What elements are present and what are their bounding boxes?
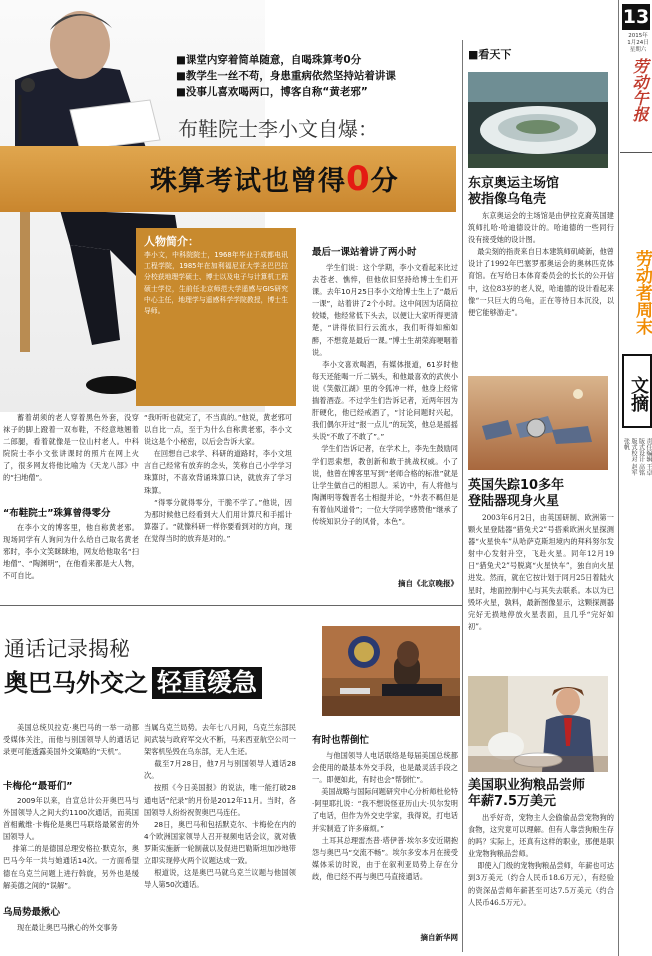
story2-col1-text2: 2009年以来，自宣总计公开奥巴马与外国领导人之间大约1100次通话，而英国首相戴维·卡梅伦是奥巴马联络最紧密的外国领导人。 排第二的是德国总理安格拉·默克尔，奥巴马今年一共与她通话14次。一方面希望德在乌克兰问题上进行斡旋，另外也是缓解美德之间的“误解”。 (3, 796, 139, 890)
mars-lander-photo (468, 376, 608, 470)
sidebar-item2-text: 2003年6月2日，由英国研制、欧洲第一颗火星登陆器“猎兔犬2”号搭乘欧洲火星探测器“火星快车”从哈萨克斯坦境内的拜科努尔发射中心发射升空，飞赴火星。同年12月19日“猎兔犬2”号脱离“火星快车”，独自向火星进发。然而，就在它按计划于同月25日着陆火星时，地面控制中心与其失去联系。本以为已毁坏火星，孰料，最新图像显示，这颗探测器完好无损地停放火星表面，且几乎“完好如初”。 (468, 513, 614, 631)
page-number: 13 (622, 6, 650, 28)
sidebar-item1-caption: 东京奥运主场馆 被指像乌龟壳 (468, 176, 560, 207)
story1-col2-text: “我听听也就完了，不当真的。”他说，黄老邪可以自比一点，至于为什么自称黄老邪，李小文说这是个小秘密，以后会告诉大家。 在回想自己求学、科研的道路时，李小文坦言自己经常有放弃的念头，笑称自己小学学习珠算时，不喜欢背诵珠算口诀，就放弃了学习珠算。 “得零分就得零分，干脆不学了。”他说，因为那时候他已经看到大人们用计算尺和手摇计算器了。“就像科研一样你要看到对的方向，现在觉得当时的放弃是对的。” (144, 413, 292, 543)
headline-suffix: 分 (370, 166, 399, 197)
section-subtitle: 文摘 (622, 354, 652, 428)
bullet-line: ■课堂内穿着简单随意，自喝珠算考0分 (176, 54, 362, 66)
headline-part-a: 奥巴马外交之 (4, 669, 148, 697)
profile-title: 人物简介： (144, 235, 199, 248)
credits: 责任编辑 王卓 版式设计 高铭 版式校对 赵军 张帆 (622, 438, 652, 476)
story2-subhead-3: 有时也帮倒忙 (312, 735, 370, 746)
story1-source: 摘自《北京晚报》 (398, 579, 458, 588)
headline-part-b: 轻重缓急 (152, 667, 262, 699)
story2-col1-text: 美国总统贝拉克·奥巴马的一举一动都受媒体关注，而他与别国领导人的通话记录更可能透露美国外交策略的“天机”。 (3, 723, 139, 757)
story2-subhead-2: 乌局势最揪心 (3, 907, 61, 918)
story1-col1-text2: 在李小文的博客里，他自称黄老邪。现场同学有人询问为什么给自己取名黄老邪时，李小文笑眯眯地，网友给他取名“扫地僧”、“陶渊明”，在他看来都是大人物，不可自比。 (3, 523, 139, 581)
summary-bullets (176, 52, 466, 100)
story1-headline (150, 160, 460, 201)
date-line: 2015年 1月24日 星期六 (627, 33, 649, 53)
story2-col2-text: 当属乌克兰局势。去年七八月间，乌克兰东部民间武装与政府军交火不断，马来西亚航空公司一架客机坠毁在乌东部，无人生还。 截至7月28日，他7月与别国领导人通话28次。 按照《今日美国报》的说法，唯一能打破28通电话“纪录”的月份是2012年11月。当时，各国领导人纷纷祝贺奥巴马连任。 28日，奥巴马和包括默克尔、卡梅伦在内的4个欧洲国家领导人召开视频电话会议，就对俄罗斯实施新一轮制裁以及促进巴勒斯坦加沙地带立即实现停火两个议题达成一致。 根道说，这是奥巴马就乌克兰议题与他国领导人第50次通话。 (144, 723, 296, 890)
story1-col1-text: 蓄着胡须的老人穿着黑色外套，没穿袜子的脚上蹬着一双布鞋，不经意地翘着二郎腿，看着就像是一位山村老人。中科院院士李小文张讲课时的照片在网上火了，很多网友将他比喻为《天龙八部》中的“扫地僧”。 (3, 413, 139, 483)
bullet-line: ■教学生一丝不苟，身患重病依然坚持站着讲课 (176, 70, 396, 82)
story1-kicker: 布鞋院士李小文自爆： (178, 117, 378, 141)
headline-zero: 0 (346, 159, 371, 199)
stadium-photo (468, 72, 608, 168)
profile-text: 李小文，中科院院士，1968年毕业于成都电讯工程学院，1985年在加利福尼亚大学圣巴巴拉分校获地理学硕士、博士以及电子与计算机工程硕士学位，生前任北京师范大学遥感与GIS研究中心主任，地理学与遥感科学学院教授，博士生导师。 (144, 251, 288, 316)
obama-phone-photo (322, 626, 460, 716)
story1-col3-text: 学生们说：这个学期，李小文看起来比过去苍老、憔悴，但他依旧坚持给博士生们开课。去年10月25日李小文给博士生上了“最后一课”，站着讲了2个小时。这中间因为话筒拉较矮，他经常低下头去，以便让大家听得更清楚，“讲得依旧行云流水，我们听得如痴如醉，不想竟是最后一课。”博士生胡荣海哽咽着说。 李小文喜欢喝酒，有媒体报道，61岁时他每天还能喝一斤二锅头，和他最喜欢的武侠小说《笑傲江湖》里的令狐冲一样，他身上经常揣着酒壶。不过学生们告诉记者，近两年因为肝硬化，他已经戒酒了，“讨论问题时兴起，我们偶尔开过“报一点儿”的玩笑，他总是摇摇头说“不敢了不敢了”。” 学生们告诉记者，在学术上，李先生鼓励同学们思索想，教创新和敢于挑战权威。小了说，他曾在博客里写到“老师合格的标准”就是让学生做自己的相思人。采访中，有人将他与陶渊明等魏晋名士相提并论，“外表不羁但是有着仙风道骨”；一位大学同学感赞他“继承了传统知识分子的风骨，本色”。 (312, 263, 458, 526)
story2-headline (4, 664, 314, 704)
headline-text: 珠算考试也曾得 (150, 166, 346, 197)
dog-food-taster-photo (468, 676, 608, 772)
sidebar-item3-text: 出乎好奇，宠物主人会偷偷品尝宠物狗的食物，这究竟可以理解。但有人靠尝狗粮生存的吗？实际上，还真有这样的职业，那便是职业宠物狗粮品尝师。 即使入门级的宠物狗粮品尝师，年薪也可达到3万美元（约合人民币18.6万元），有经验的资深品尝师年薪甚至可达7.5万美元（约合人民币46.5万元）。 (468, 813, 614, 907)
story2-col3-text: 与他国领导人电话联络是每届美国总统都会使用的最基本外交手段，也是最灵活手段之一。即便如此，有时也会“帮倒忙”。 美国战略与国际问题研究中心分析师杜伦特·阿里耶扎说：“我不想说怪亚历山大·贝尔发明了电话，但作为外交史学家，我得说，打电话并实制造了许多麻烦。” 土耳其总理雷杰普·塔伊普·埃尔多安近期抱怨与奥巴马“交流不畅”。埃尔多安本月在接受媒体采访时说，由于在叙利亚局势上存在分歧，他已经不再与奥巴马直接通话。 (312, 751, 458, 881)
sidebar-item2-caption: 英国失踪10多年 登陆器现身火星 (468, 478, 565, 509)
bullet-line: ■没事儿喜欢喝两口，博客自称“黄老邪” (176, 86, 368, 98)
story1-subhead-2: 最后一课站着讲了两小时 (312, 247, 417, 258)
story1-subhead-1: “布鞋院士”珠算曾得零分 (3, 508, 111, 519)
sidebar-item3-caption: 美国职业狗粮品尝师 年薪7.5万美元 (468, 778, 586, 809)
story2-kicker: 通话记录揭秘 (4, 637, 130, 661)
story2-col1-text3: 现在最让奥巴马揪心的外交事务 (17, 923, 118, 932)
story2-subhead-1: 卡梅伦“最哥们” (3, 781, 73, 792)
section-title: 劳动者周末 (632, 250, 652, 335)
story2-source: 摘自新华网 (420, 933, 458, 942)
paper-name-logo: 劳动午报 (630, 58, 649, 122)
profile-box (136, 228, 296, 406)
sidebar-title: ■看天下 (468, 48, 512, 61)
sidebar-item1-text: 东京奥运会的主场馆是由伊拉克裔英国建筑师扎哈·哈迪德设计的。哈迪德的一些同行没有接受她的设计图。 最尖刻的指责来自日本建筑师矶崎新，他曾设计了1992年巴塞罗那奥运会的奥林匹克体育馆。在写给日本体育委员会的长长的公开信中，这位83岁的老人说，哈迪德的设计看起来像“一只巨大的乌龟，正在等待日本沉没，以便它能够游走”。 (468, 211, 614, 317)
